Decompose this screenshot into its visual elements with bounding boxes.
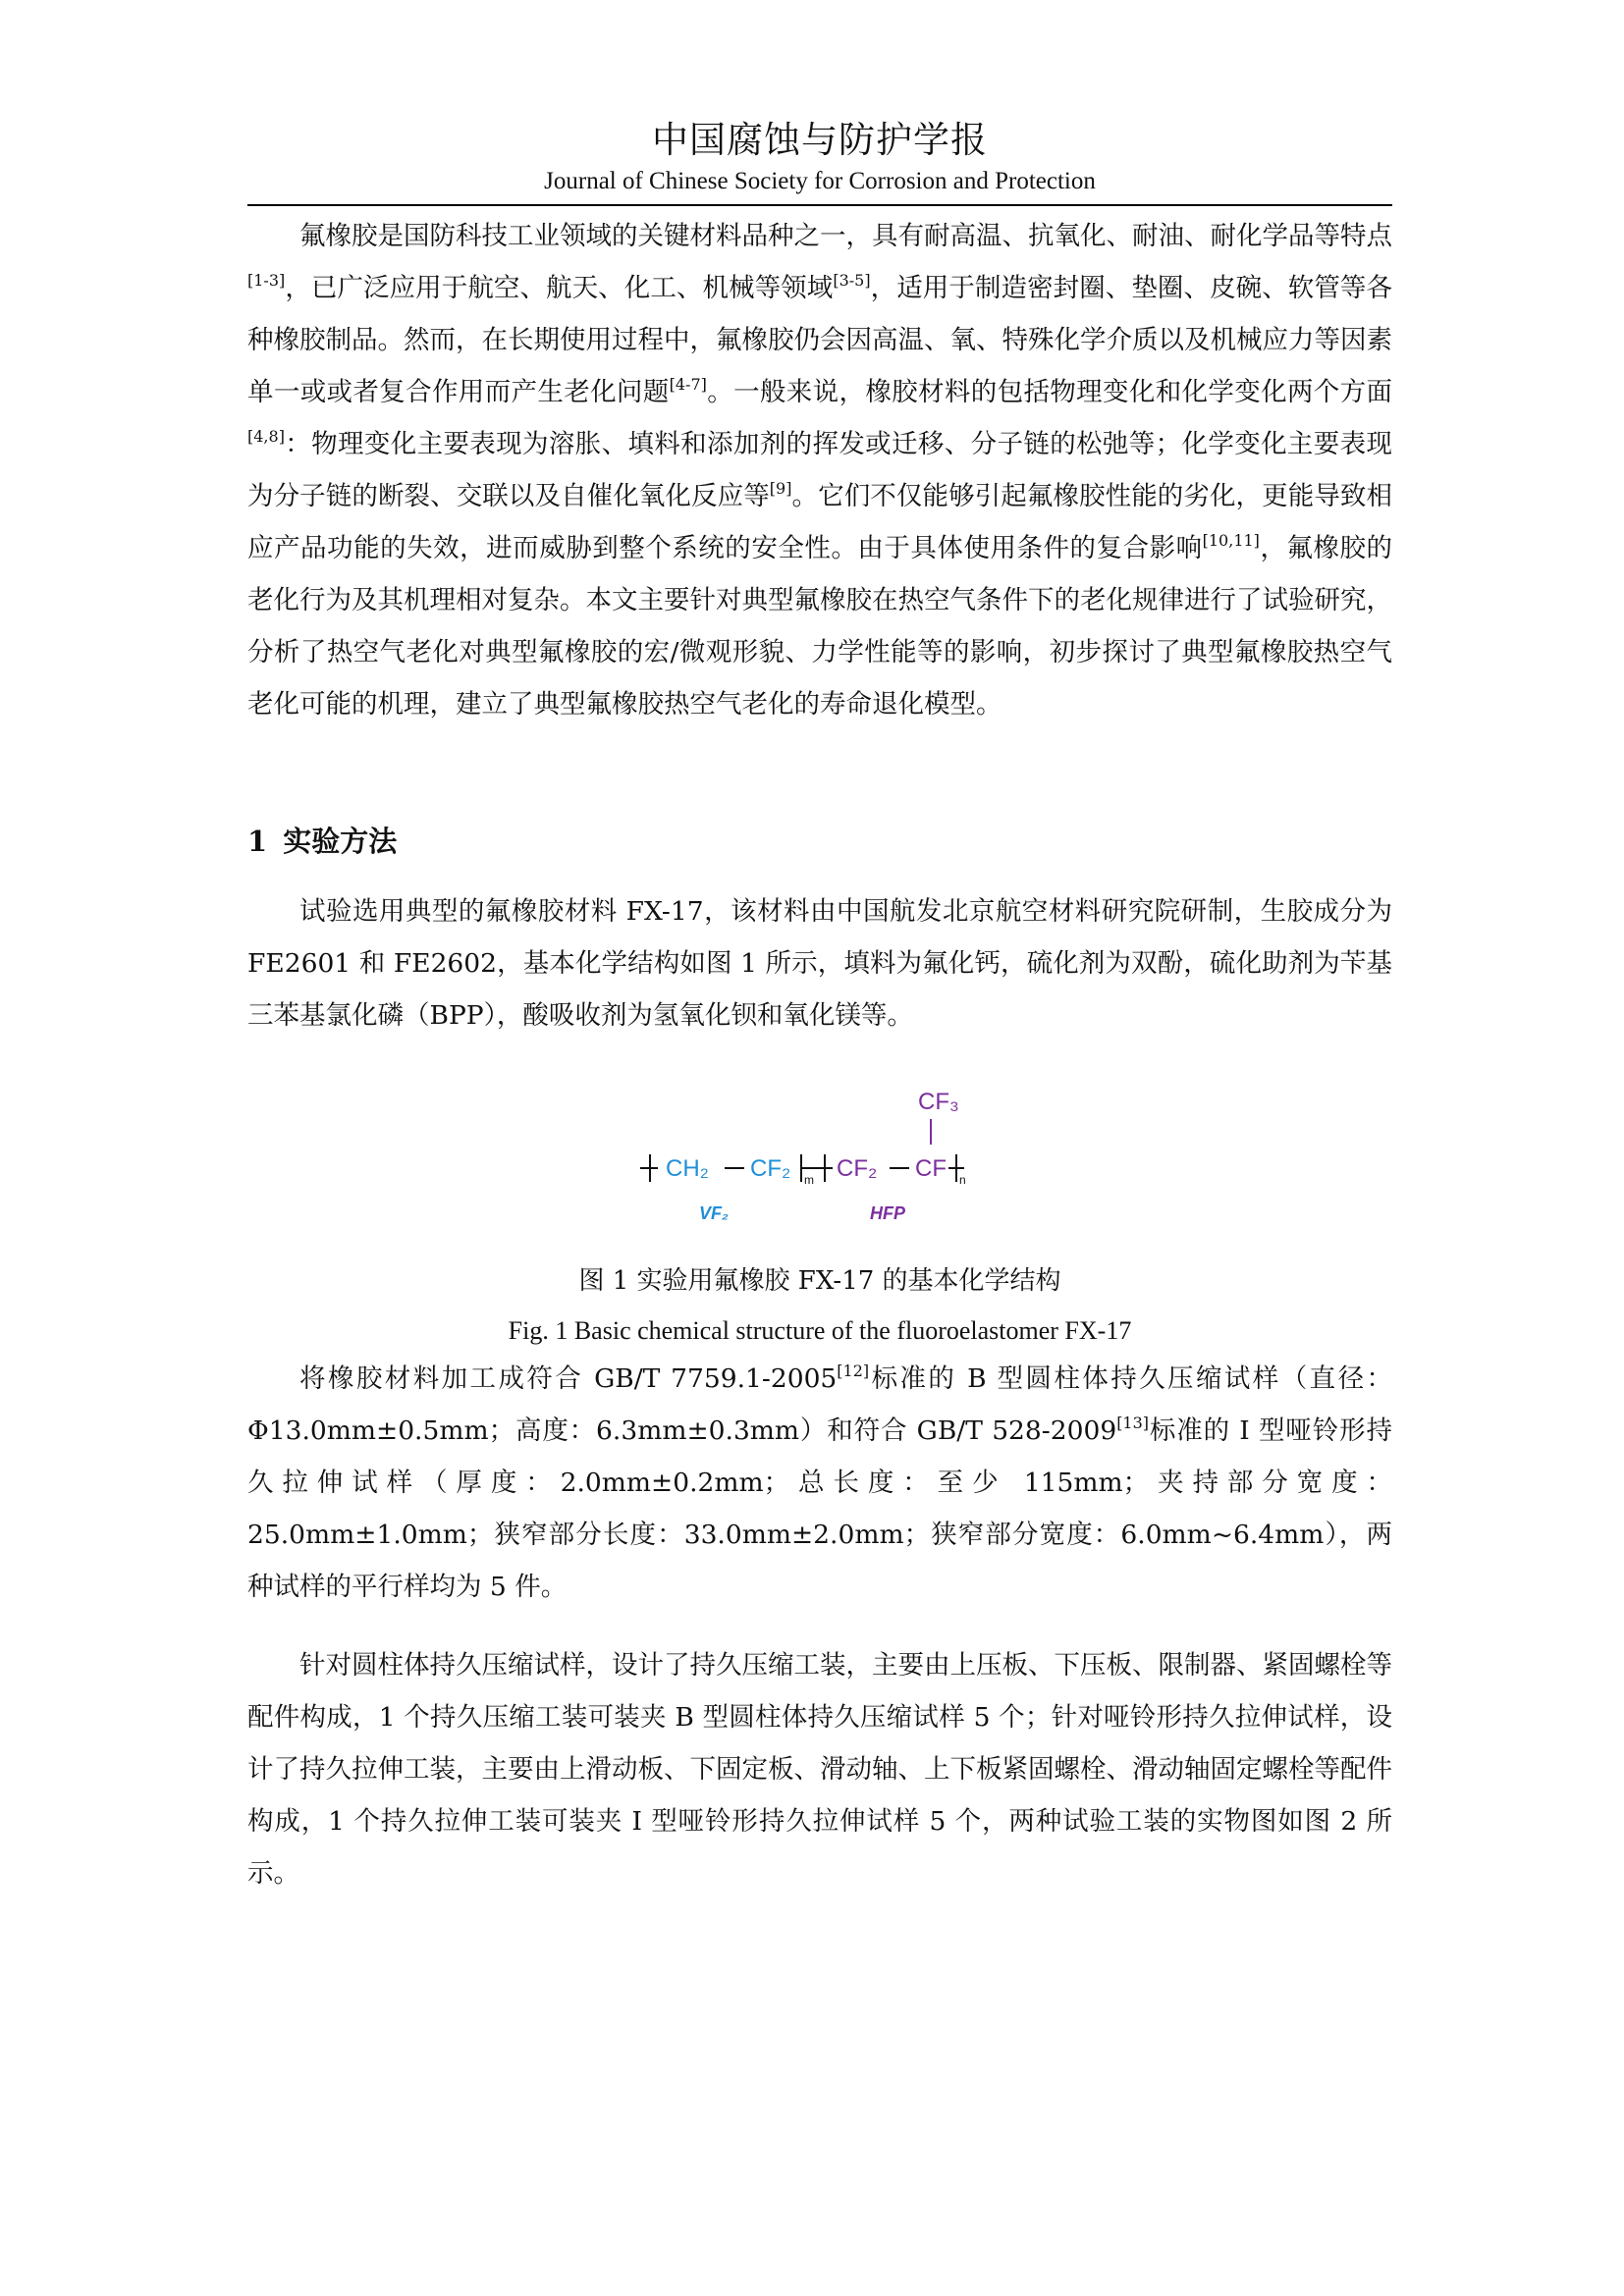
journal-title-en: Journal of Chinese Society for Corrosion and Protection <box>544 168 1096 194</box>
section-number: 1 <box>247 825 268 858</box>
specimen-text: 标准的 B 型圆柱体持久压缩试样（直径：Φ13.0mm±0.5mm；高度：6.3mm±0.3mm）和符合 GB/T 528-2009 <box>247 1363 1392 1446</box>
vf2-label: VF₂ <box>699 1203 729 1223</box>
citation: [3-5] <box>833 270 871 290</box>
section-title: 实验方法 <box>283 825 398 858</box>
citation: [4,8] <box>247 426 285 446</box>
cf3-group: CF₃ <box>918 1089 959 1115</box>
cf2-group: CF₂ <box>750 1155 791 1182</box>
intro-text: ：物理变化主要表现为溶胀、填料和添加剂的挥发或迁移、分子链的松弛等；化学变化主要表现为分子链的断裂、交联以及自催化氧化反应等 <box>247 429 1392 511</box>
cf2-group: CF₂ <box>837 1155 878 1182</box>
citation: [13] <box>1116 1413 1150 1432</box>
cf-group: CF <box>915 1155 947 1182</box>
citation: [1-3] <box>247 270 286 290</box>
hfp-label: HFP <box>870 1203 905 1223</box>
figure-caption-cn: 图 1 实验用氟橡胶 FX-17 的基本化学结构 <box>578 1266 1061 1296</box>
citation: [9] <box>769 478 792 498</box>
chemical-structure-figure <box>619 1072 1031 1229</box>
subscript-n: n <box>959 1173 966 1187</box>
intro-text: 。一般来说，橡胶材料的包括物理变化和化学变化两个方面 <box>706 377 1393 407</box>
specimen-text: 将橡胶材料加工成符合 GB/T 7759.1-2005 <box>299 1363 838 1394</box>
journal-header <box>247 116 1392 196</box>
specimen-text: 标准的 I 型哑铃形持久拉伸试样（厚度：2.0mm±0.2mm；总长度：至少 115mm；夹持部分宽度：25.0mm±1.0mm；狭窄部分长度：33.0mm±2.0mm；狭窄部分宽度：6.0mm~6.4mm），两种试样的平行样均为 5 件。 <box>247 1415 1392 1602</box>
citation: [12] <box>837 1361 870 1380</box>
intro-text: 。它们不仅能够引起氟橡胶性能的劣化，更能导致相应产品功能的失效，进而威胁到整个系统的安全性。由于具体使用条件的复合影响 <box>247 481 1393 563</box>
fixture-paragraph: 针对圆柱体持久压缩试样，设计了持久压缩工装，主要由上压板、下压板、限制器、紧固螺栓等配件构成，1 个持久压缩工装可装夹 B 型圆柱体持久压缩试样 5 个；针对哑铃形持久拉伸试样，设计了持久拉伸工装，主要由上滑动板、下固定板、滑动轴、上下板紧固螺栓、滑动轴固定螺栓等配件构成，1 个持久拉伸工装可装夹 I 型哑铃形持久拉伸试样 5 个，两种试验工装的实物图如图 2 所示。 <box>247 1650 1392 1889</box>
specimen-paragraph <box>247 1353 1392 1613</box>
header-divider <box>247 204 1392 206</box>
ch2-group: CH₂ <box>666 1155 709 1182</box>
intro-text: ，适用于制造密封圈、垫圈、皮碗、软管等各种橡胶制品。然而，在长期使用过程中，氟橡胶仍会因高温、氧、特殊化学介质以及机械应力等因素单一或或者复合作用而产生老化问题 <box>247 273 1393 407</box>
citation: [4-7] <box>669 374 707 394</box>
intro-text: ，氟橡胶的老化行为及其机理相对复杂。本文主要针对典型氟橡胶在热空气条件下的老化规律进行了试验研究，分析了热空气老化对典型氟橡胶的宏/微观形貌、力学性能等的影响，初步探讨了典型氟橡胶热空气老化可能的机理，建立了典型氟橡胶热空气老化的寿命退化模型。 <box>247 533 1393 720</box>
intro-text: 氟橡胶是国防科技工业领域的关键材料品种之一，具有耐高温、抗氧化、耐油、耐化学品等特点 <box>299 221 1392 251</box>
intro-text: ，已广泛应用于航空、航天、化工、机械等领域 <box>285 273 834 303</box>
materials-paragraph: 试验选用典型的氟橡胶材料 FX-17，该材料由中国航发北京航空材料研究院研制，生胶成分为 FE2601 和 FE2602，基本化学结构如图 1 所示，填料为氟化钙，硫化剂为双酚，硫化助剂为苄基三苯基氯化磷（BPP），酸吸收剂为氢氧化钡和氧化镁等。 <box>247 896 1392 1031</box>
citation: [10,11] <box>1202 530 1260 550</box>
subscript-m: m <box>804 1173 814 1187</box>
intro-paragraph <box>247 210 1392 730</box>
figure-caption-en: Fig. 1 Basic chemical structure of the fluoroelastomer FX-17 <box>508 1316 1132 1345</box>
section-heading <box>247 817 397 866</box>
journal-title-cn: 中国腐蚀与防护学报 <box>652 119 988 161</box>
